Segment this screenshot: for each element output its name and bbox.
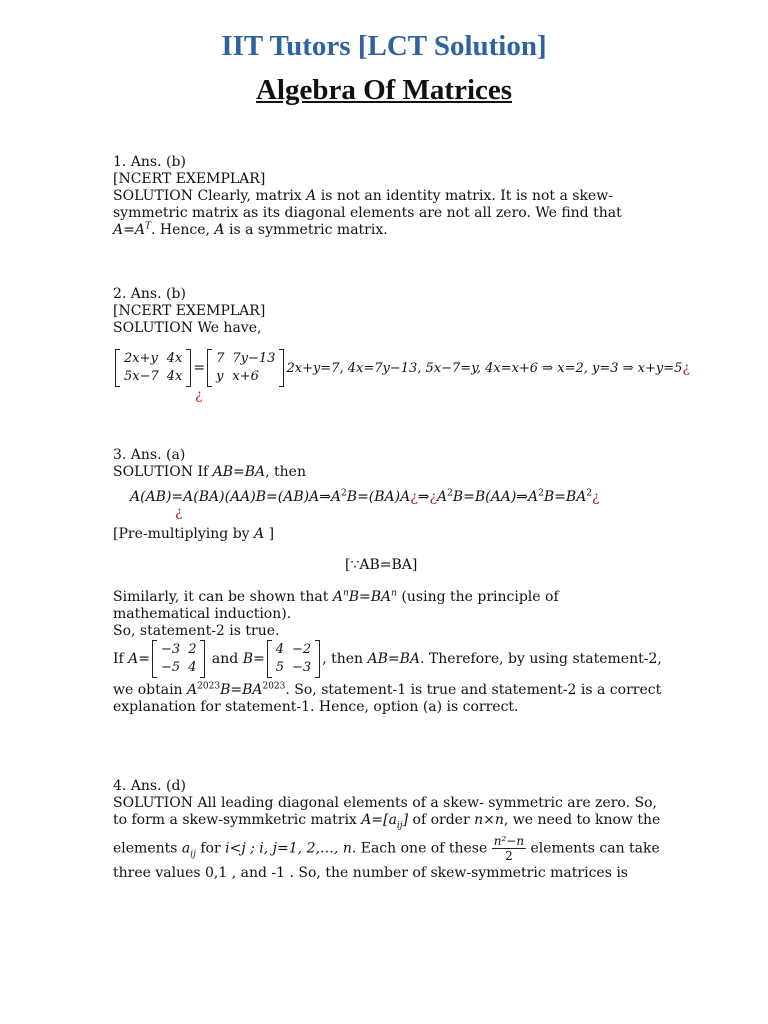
answer-1 <box>113 154 658 239</box>
answer-3 <box>113 447 662 716</box>
answer-3-conclusion: explanation for statement-1. Hence, option (a) is correct. <box>113 699 519 715</box>
answer-4-line-2: to form a skew-symmketric matrix $A=[a_{ij}]$ of order n×n, we need to know the <box>113 812 661 831</box>
answer-3-intro: SOLUTION If AB=BA, then <box>113 464 306 480</box>
answer-4-line-1: SOLUTION All leading diagonal elements of a skew- symmetric are zero. So, <box>113 795 657 811</box>
fraction: $\frac{\text{n²−n}}{2}$ <box>493 834 525 863</box>
answer-4-line-3: elements $a_{ij}$ for i<j ; i, j=1, 2,…, n. Each one of these $\frac{\text{n²−n}}{2}$ elements can take <box>113 834 660 863</box>
answer-3-heading: 3. Ans. (a) <box>113 447 186 463</box>
answer-4-heading: 4. Ans. (d) <box>113 778 186 794</box>
answer-2-heading: 2. Ans. (b) <box>113 286 186 302</box>
answer-2-equation: 2x+y 4x 5x−7 4x = 7 7y−13 y x+6 2x+y=7, 4x=7y−13, 5x−7=y, 4x=x+6 ⇒ x=2, y=3 ⇒ x+y=5¿ ¿ <box>113 349 658 387</box>
answer-3-obtain: we obtain $A^{2023}B=BA^{2023}$. So, statement-1 is true and statement-2 is a correct <box>113 681 662 698</box>
answer-4 <box>113 778 661 882</box>
answer-2 <box>113 286 690 403</box>
answer-3-matrices: If A= −3 2 −5 4 and B= 4 −2 5 −3 , then AB=BA. Therefore, by using statement-2, <box>113 640 658 678</box>
error-marker: ¿ <box>195 387 203 403</box>
matrix-b: 4 −2 5 −3 <box>267 640 320 678</box>
answer-3-similarly: Similarly, it can be shown that $A^nB=BA^n$ (using the principle of <box>113 588 559 605</box>
answer-1-heading: 1. Ans. (b) <box>113 154 186 170</box>
answer-1-line-3: $A=A^T$. Hence, A is a symmetric matrix. <box>113 221 388 238</box>
equation-chain: 2x+y=7, 4x=7y−13, 5x−7=y, 4x=x+6 ⇒ x=2, y=3 ⇒ x+y=5 <box>286 361 683 376</box>
answer-1-line-1: SOLUTION Clearly, matrix A is not an identity matrix. It is not a skew- <box>113 188 613 204</box>
because-note: [∵AB=BA] <box>345 557 418 573</box>
brand-title: IIT Tutors [LCT Solution] <box>221 30 547 62</box>
answer-2-source: [NCERT EXEMPLAR] <box>113 303 266 319</box>
premultiply-note: [Pre-multiplying by A ] <box>113 526 275 542</box>
answer-3-equation: $A(AB)=A(BA)(AA)B=(AB)A\Rightarrow A^2B=(BA)A¿\Rightarrow¿A^2B=B(AA)\Rightarrow A^2B=BA^2¿$ ¿ <box>130 488 600 520</box>
matrix-left: 2x+y 4x 5x−7 4x <box>115 349 191 387</box>
answer-2-intro: SOLUTION We have, <box>113 320 262 336</box>
matrix-right: 7 7y−13 y x+6 <box>207 349 284 387</box>
error-marker: ¿ <box>175 504 183 520</box>
answer-3-induction: mathematical induction). <box>113 606 292 622</box>
answer-1-line-2: symmetric matrix as its diagonal elements are not all zero. We find that <box>113 205 622 221</box>
answer-3-statement: So, statement-2 is true. <box>113 623 280 639</box>
document-title: Algebra Of Matrices <box>255 74 513 106</box>
matrix-a: −3 2 −5 4 <box>152 640 205 678</box>
answer-4-line-4: three values 0,1 , and -1 . So, the number of skew-symmetric matrices is <box>113 865 628 881</box>
answer-1-source: [NCERT EXEMPLAR] <box>113 171 266 187</box>
